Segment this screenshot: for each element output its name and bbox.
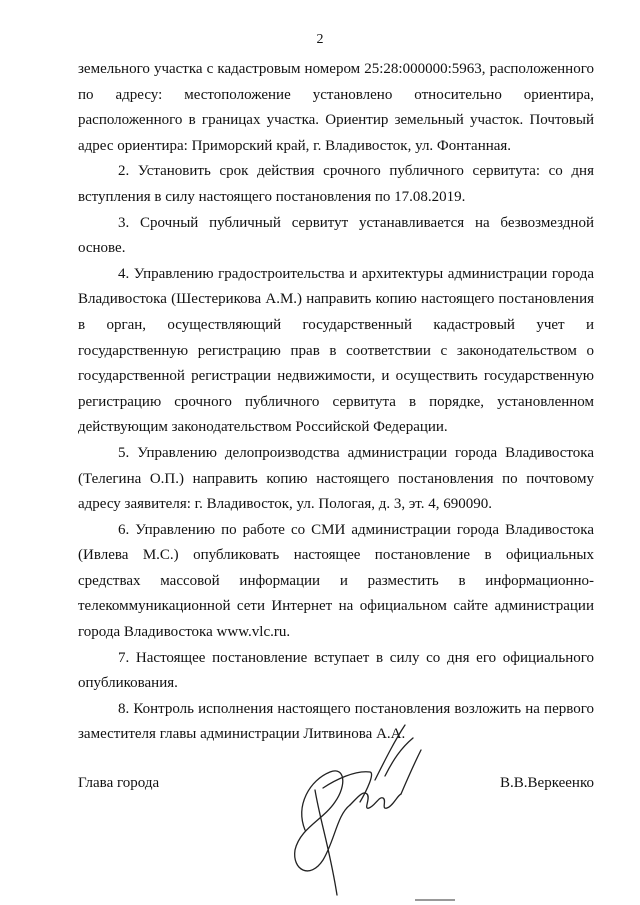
paragraph-6: 6. Управлению по работе со СМИ администрации города Владивостока (Ивлева М.С.) опубликовать настоящее постановление в официальных средствах массовой информации и разместить в информационно-телекоммуникационной сети Интернет на официальном сайте администрации города Владивостока www.vlc.ru. — [78, 521, 594, 641]
paragraph-3: 3. Срочный публичный сервитут устанавливается на безвозмездной основе. — [78, 214, 594, 257]
document-body — [78, 57, 594, 748]
signature-block — [78, 775, 594, 799]
page-number: 2 — [316, 32, 324, 47]
scan-artifact — [415, 899, 455, 901]
signatory-name: В.В.Веркеенко — [500, 775, 594, 791]
paragraph-2: 2. Установить срок действия срочного публичного сервитута: со дня вступления в силу настоящего постановления по 17.08.2019. — [78, 163, 594, 205]
signatory-title: Глава города — [78, 775, 160, 791]
handwritten-signature — [275, 710, 425, 900]
paragraph-4: 4. Управлению градостроительства и архитектуры администрации города Владивостока (Шестерикова А.М.) направить копию настоящего постановления в орган, осуществляющий государственный кадастровый учет и государственную регистрацию прав в соответствии с законодательством о государственной регистрации недвижимости, и осуществить государственную регистрацию срочного публичного сервитута в порядке, установленном действующим законодательством Российской Федерации. — [78, 265, 594, 436]
paragraph-8: 8. Контроль исполнения настоящего постановления возложить на первого заместителя главы администрации Литвинова А.А. — [78, 700, 594, 743]
paragraph-5: 5. Управлению делопроизводства администрации города Владивостока (Телегина О.П.) направить копию настоящего постановления по почтовому адресу заявителя: г. Владивосток, ул. Пологая, д. 3, эт. 4, 690090. — [78, 444, 594, 513]
paragraph-continuation: земельного участка с кадастровым номером 25:28:000000:5963, расположенного по адресу: местоположение установлено относительно ориентира, расположенного в границах участка. Ориентир земельный участок. Почтовый адрес ориентира: Приморский край, г. Владивосток, ул. Фонтанная. — [78, 61, 594, 154]
paragraph-7: 7. Настоящее постановление вступает в силу со дня его официального опубликования. — [78, 649, 594, 692]
